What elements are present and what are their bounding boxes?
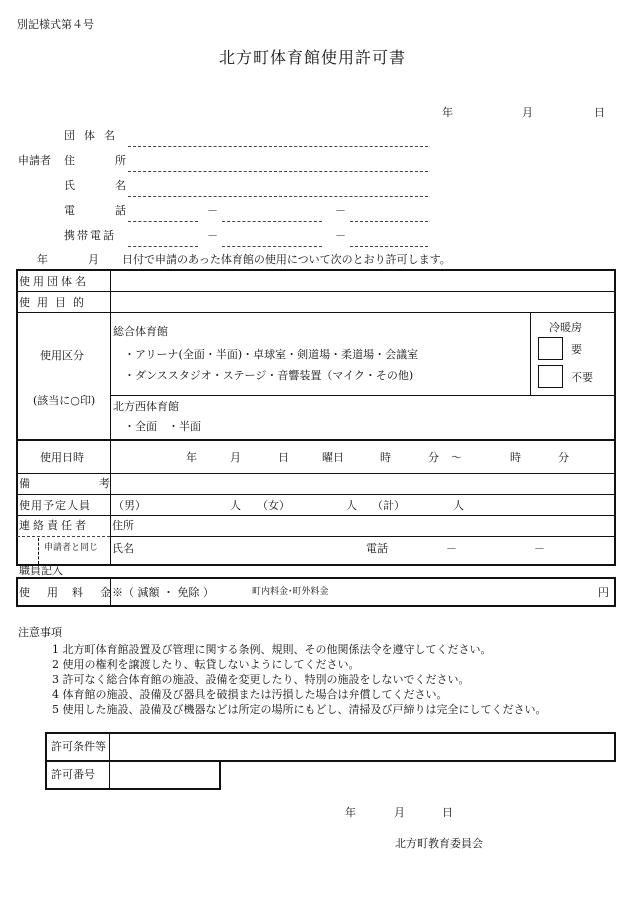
- same-as-applicant[interactable]: 申請者と同じ: [44, 543, 99, 553]
- col-divider-top: [110, 270, 111, 440]
- phone-field-2[interactable]: [222, 221, 322, 222]
- fee-label-2: 料 金: [72, 586, 114, 599]
- contact-dash-divider: [17, 536, 110, 537]
- permit-number-label: 許可番号: [51, 768, 95, 781]
- same-as-divider: [38, 538, 39, 564]
- address-field[interactable]: [128, 171, 428, 172]
- date-year: 年: [442, 106, 453, 119]
- dt-tilde: ～: [451, 451, 462, 464]
- name-label-2: 名: [115, 179, 126, 192]
- remarks-label-1: 備: [19, 477, 30, 490]
- people-male: （男）: [113, 499, 146, 512]
- contact-address: 住所: [112, 519, 134, 532]
- aircon-need-checkbox[interactable]: [538, 337, 563, 360]
- org-name-field[interactable]: [128, 146, 428, 147]
- main-gym-line1[interactable]: ・アリーナ(全面・半面)・卓球室・剣道場・柔道場・会議室: [124, 348, 419, 361]
- note-item: 4 体育館の施設、設備及び器具を破損または汚損した場合は弁償してください。: [52, 688, 448, 701]
- fee-discount[interactable]: ※（ 減額 ・ 免除 ）: [112, 586, 214, 599]
- aircon-divider: [530, 313, 531, 395]
- row-line: [110, 395, 615, 396]
- fee-type[interactable]: 町内料金･町外料金: [252, 587, 329, 597]
- note-item: 1 北方町体育館設置及び管理に関する条例、規則、その他関係法令を遵守してください。: [52, 643, 492, 656]
- contact-phone-dash-1: －: [446, 542, 457, 555]
- row-line: [17, 515, 615, 516]
- aircon-no-need-label: 不要: [571, 371, 593, 384]
- category-note: (該当に○印): [33, 394, 96, 407]
- purpose-row-label: 使用目的: [19, 296, 91, 309]
- permit-number-field[interactable]: [112, 762, 219, 788]
- people-female: （女）: [257, 499, 290, 512]
- phone-dash-1: －: [207, 204, 218, 217]
- applicant-group-label: 申請者: [18, 154, 51, 167]
- page-title: 北方町体育館使用許可書: [219, 48, 407, 67]
- west-gym-label: 北方西体育館: [113, 400, 179, 413]
- aircon-no-need-checkbox[interactable]: [538, 365, 563, 388]
- fee-label-1: 使 用: [19, 586, 61, 599]
- staff-label: 職員記入: [19, 564, 63, 577]
- permit-year: 年: [37, 253, 48, 266]
- datetime-label: 使用日時: [40, 451, 84, 464]
- phone-field-1[interactable]: [128, 221, 198, 222]
- dt-weekday: 曜日: [322, 451, 344, 464]
- permit-sentence: 日付で申請のあった体育館の使用について次のとおり許可します。: [122, 253, 451, 266]
- permit-divider: [109, 733, 110, 761]
- dt-day: 日: [278, 451, 289, 464]
- contact-label: 連絡責任者: [19, 519, 89, 532]
- main-gym-line2[interactable]: ・ダンススタジオ・ステージ・音響装置（マイク・その他): [124, 369, 414, 382]
- org-row-label: 使用団体名: [19, 275, 89, 288]
- phone-label-2: 話: [115, 204, 126, 217]
- mobile-field-2[interactable]: [222, 246, 322, 247]
- phone-label-1: 電: [64, 204, 75, 217]
- address-label-1: 住: [64, 154, 75, 167]
- col-divider-bottom: [110, 440, 111, 565]
- row-line: [17, 494, 615, 495]
- main-table-bottom: [16, 439, 616, 566]
- dt-hour1: 時: [380, 451, 391, 464]
- notes-header: 注意事項: [18, 626, 62, 639]
- mobile-label: 携帯電話: [64, 229, 116, 242]
- form-code: 別記様式第４号: [17, 18, 94, 31]
- note-item: 5 使用した施設、設備及び機器などは所定の場所にもどし、清掃及び戸締りは完全にしてください。: [52, 703, 547, 716]
- aircon-need-label: 要: [571, 343, 582, 356]
- name-field[interactable]: [128, 196, 428, 197]
- permit-number-divider: [109, 761, 110, 789]
- dt-min2: 分: [558, 451, 569, 464]
- dt-year: 年: [186, 451, 197, 464]
- phone-dash-2: －: [335, 204, 346, 217]
- main-gym-label: 総合体育館: [113, 325, 168, 338]
- note-item: 2 使用の権利を譲渡したり、転貸しないようにしてください。: [52, 658, 360, 671]
- footer-month: 月: [394, 806, 405, 819]
- row-line: [17, 312, 615, 313]
- dt-min1: 分: [428, 451, 439, 464]
- contact-phone: 電話: [366, 542, 388, 555]
- mobile-dash-1: －: [207, 229, 218, 242]
- note-item: 3 許可なく総合体育館の施設、設備を変更したり、特別の施設をしないでください。: [52, 673, 470, 686]
- people-unit-3: 人: [453, 499, 464, 512]
- dt-month: 月: [230, 451, 241, 464]
- footer-day: 日: [442, 806, 453, 819]
- people-label: 使用予定人員: [19, 499, 91, 512]
- people-total: （計）: [372, 499, 405, 512]
- phone-field-3[interactable]: [350, 221, 428, 222]
- row-line: [110, 536, 615, 537]
- address-label-2: 所: [115, 154, 126, 167]
- contact-phone-dash-2: －: [534, 542, 545, 555]
- issuer: 北方町教育委員会: [395, 837, 483, 850]
- mobile-dash-2: －: [335, 229, 346, 242]
- footer-year: 年: [345, 806, 356, 819]
- permit-conditions-label: 許可条件等: [51, 740, 106, 753]
- west-gym-line[interactable]: ・全面 ・半面: [124, 420, 201, 433]
- contact-name: 氏名: [112, 542, 134, 555]
- name-label-1: 氏: [64, 179, 75, 192]
- mobile-field-3[interactable]: [350, 246, 428, 247]
- date-month: 月: [522, 106, 533, 119]
- category-label: 使用区分: [40, 349, 84, 362]
- mobile-field-1[interactable]: [128, 246, 198, 247]
- fee-yen: 円: [598, 586, 609, 599]
- org-name-label: 団体名: [64, 129, 124, 142]
- people-unit-1: 人: [230, 499, 241, 512]
- people-unit-2: 人: [346, 499, 357, 512]
- permit-month: 月: [88, 253, 99, 266]
- date-day: 日: [594, 106, 605, 119]
- row-line: [17, 473, 615, 474]
- remarks-label-2: 考: [99, 477, 110, 490]
- aircon-label: 冷暖房: [549, 321, 582, 334]
- permit-conditions-field[interactable]: [112, 734, 614, 760]
- dt-hour2: 時: [510, 451, 521, 464]
- row-line: [17, 291, 615, 292]
